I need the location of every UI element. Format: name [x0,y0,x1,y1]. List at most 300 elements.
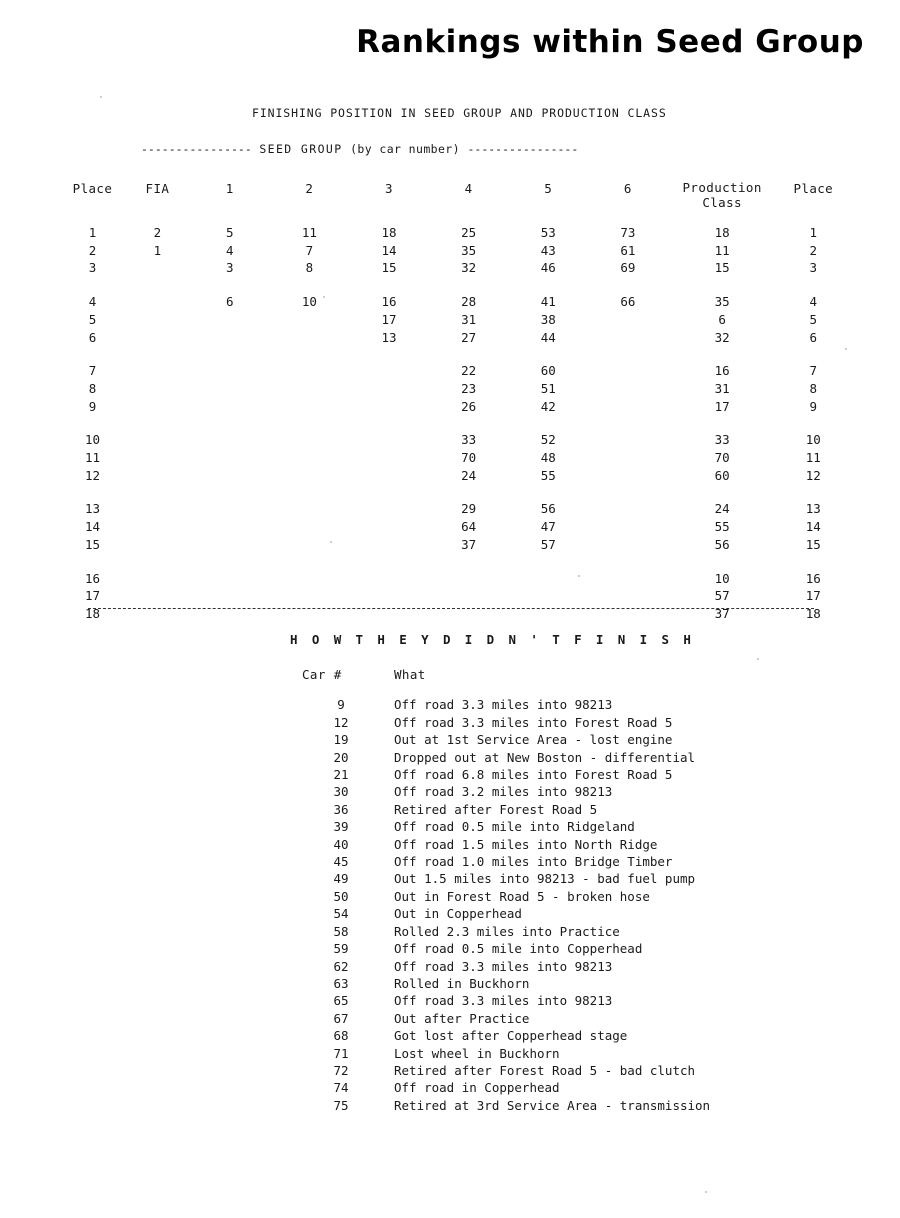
cell-place: 4 [88,294,97,310]
table-row [60,380,850,398]
table-row [60,259,850,277]
cell-group-3 [349,380,429,398]
cell-group-5 [508,587,588,605]
cell-group-6 [588,398,668,416]
results-table [60,180,850,623]
cell-group-2: 11 [301,225,317,240]
cell-fia: 1 [153,242,162,258]
cell-place: 7 [88,363,97,379]
dnf-car-number: 50 [333,888,349,904]
cell-production-class: 17 [714,398,730,414]
cell-group-4: 37 [461,536,477,552]
dnf-table [292,666,824,1114]
cell-production-class: 60 [714,467,730,483]
cell-group-4: 33 [461,432,477,448]
cell-group-6 [588,449,668,467]
dnf-row [292,1079,824,1096]
dnf-car-number: 68 [333,1028,349,1044]
dnf-car-number: 63 [333,975,349,991]
dnf-reason: Got lost after Copperhead stage [394,1028,628,1044]
cell-group-4: 35 [461,242,477,258]
cell-place-2: 14 [805,519,821,535]
dnf-car-number: 72 [333,1062,349,1078]
cell-place-2: 3 [809,260,818,276]
dnf-car-number: 40 [333,836,349,852]
cell-group-2 [270,570,350,588]
cell-production-class: 10 [714,570,730,586]
cell-group-5: 47 [540,519,556,535]
dnf-car-number: 54 [333,906,349,922]
cell-group-1 [190,431,270,449]
dnf-car-number: 20 [333,749,349,765]
banner-dashes-left: ---------------- [141,142,252,156]
cell-place: 6 [88,329,97,345]
dnf-car-number: 71 [333,1045,349,1061]
cell-group-4: 27 [461,329,477,345]
cell-group-2: 8 [305,260,314,276]
dnf-car-number: 19 [333,732,349,748]
cell-group-3 [349,467,429,485]
cell-fia [125,329,190,347]
cell-group-4: 25 [461,225,477,240]
results-table-body [60,224,850,623]
cell-place-2: 15 [805,536,821,552]
cell-group-3 [349,570,429,588]
dnf-reason: Off road 0.5 mile into Ridgeland [394,819,635,835]
dnf-row [292,714,824,731]
col-header-group-3: 3 [385,181,393,196]
cell-place: 16 [84,570,100,586]
results-header-row [60,180,850,224]
cell-group-2 [270,518,350,536]
table-row [60,587,850,605]
page-title: Rankings within Seed Group [356,24,864,60]
dnf-row [292,766,824,783]
cell-group-5: 41 [540,294,556,310]
dnf-row [292,905,824,922]
cell-place: 11 [84,450,100,466]
cell-group-5: 48 [540,450,556,466]
cell-group-2 [270,329,350,347]
cell-production-class: 35 [714,294,730,310]
row-spacer-cell [60,484,850,500]
cell-production-class: 33 [714,432,730,448]
cell-fia [125,536,190,554]
col-header-what: What [394,667,426,682]
cell-group-6 [588,467,668,485]
cell-production-class: 18 [714,225,730,240]
cell-group-3: 17 [381,311,397,327]
cell-place: 14 [84,519,100,535]
cell-group-1: 5 [225,225,234,240]
cell-group-1 [190,449,270,467]
cell-group-5: 57 [540,536,556,552]
cell-group-6: 61 [620,242,636,258]
table-row [60,311,850,329]
dnf-reason: Out in Forest Road 5 - broken hose [394,888,650,904]
cell-production-class: 31 [714,380,730,396]
col-header-production-class [668,180,777,224]
cell-place: 17 [84,588,100,604]
cell-group-1: 4 [225,242,234,258]
table-row [60,398,850,416]
cell-fia [125,518,190,536]
dnf-reason: Rolled in Buckhorn [394,975,530,991]
dnf-car-number: 21 [333,767,349,783]
cell-fia [125,467,190,485]
cell-group-6 [588,587,668,605]
cell-group-2: 10 [301,294,317,310]
cell-group-5: 42 [540,398,556,414]
cell-group-2 [270,449,350,467]
cell-fia [125,398,190,416]
cell-place-2: 8 [809,380,818,396]
cell-group-2 [270,431,350,449]
cell-group-5: 46 [540,260,556,276]
table-subtitle: FINISHING POSITION IN SEED GROUP AND PRODUCTION CLASS [252,106,667,120]
cell-group-6 [588,431,668,449]
row-spacer [60,415,850,431]
col-header-car-number: Car # [302,667,342,682]
cell-group-5 [508,570,588,588]
cell-production-class: 11 [714,242,730,258]
cell-place-2: 7 [809,363,818,379]
cell-group-6: 69 [620,260,636,276]
cell-fia [125,311,190,329]
dnf-car-number: 30 [333,784,349,800]
cell-group-6 [588,500,668,518]
scan-speck [578,575,580,577]
dnf-reason: Off road 6.8 miles into Forest Road 5 [394,767,673,783]
cell-group-6 [588,362,668,380]
table-row [60,536,850,554]
cell-group-5: 52 [540,432,556,448]
dnf-reason: Retired after Forest Road 5 [394,801,598,817]
dnf-row [292,940,824,957]
cell-production-class: 56 [714,536,730,552]
cell-group-1: 6 [225,294,234,310]
cell-fia [125,431,190,449]
cell-group-6 [588,536,668,554]
table-row [60,431,850,449]
cell-group-4: 70 [461,450,477,466]
table-row [60,224,850,242]
scan-speck [100,96,102,98]
cell-group-5: 60 [540,363,556,379]
cell-fia [125,293,190,311]
cell-group-5: 51 [540,380,556,396]
cell-group-2 [270,536,350,554]
cell-group-2: 7 [305,242,314,258]
dnf-reason: Retired after Forest Road 5 - bad clutch [394,1062,696,1078]
scan-speck [757,658,759,660]
cell-place-2: 9 [809,398,818,414]
cell-group-5: 44 [540,329,556,345]
dnf-car-number: 75 [333,1097,349,1113]
cell-place-2: 6 [809,329,818,345]
cell-group-4: 32 [461,260,477,276]
dnf-car-number: 59 [333,941,349,957]
dnf-reason: Off road in Copperhead [394,1080,560,1096]
table-row [60,518,850,536]
results-table-head [60,180,850,224]
cell-production-class: 24 [714,501,730,517]
cell-place-2: 12 [805,467,821,483]
row-spacer [60,346,850,362]
cell-place: 12 [84,467,100,483]
row-spacer-cell [60,277,850,293]
cell-group-4: 28 [461,294,477,310]
dnf-heading: H O W T H E Y D I D N ' T F I N I S H [290,632,695,647]
cell-production-class: 37 [714,605,730,621]
dnf-reason: Retired at 3rd Service Area - transmission [394,1097,711,1113]
row-spacer-cell [60,415,850,431]
cell-group-3 [349,398,429,416]
cell-place-2: 16 [805,570,821,586]
cell-group-1 [190,398,270,416]
cell-production-class: 32 [714,329,730,345]
dnf-row [292,888,824,905]
production-class-line-1: Production [682,180,762,195]
col-header-place-2: Place [793,181,834,196]
cell-fia [125,449,190,467]
dnf-car-number: 62 [333,958,349,974]
cell-group-1 [190,500,270,518]
col-header-group-6: 6 [623,181,632,196]
cell-place-2: 10 [805,432,821,448]
cell-group-3 [349,518,429,536]
cell-group-1 [190,587,270,605]
banner-sublabel: (by car number) [350,142,460,156]
cell-place: 18 [84,605,100,621]
dnf-reason: Off road 3.2 miles into 98213 [394,784,613,800]
col-header-group-5: 5 [544,181,553,196]
dnf-row [292,749,824,766]
cell-place: 2 [88,242,97,258]
cell-group-3 [349,449,429,467]
cell-group-6 [588,570,668,588]
cell-fia [125,570,190,588]
dnf-row [292,923,824,940]
cell-place-2: 17 [805,588,821,604]
cell-group-1 [190,570,270,588]
row-spacer [60,277,850,293]
row-spacer [60,554,850,570]
dnf-car-number: 65 [333,993,349,1009]
cell-group-3: 16 [381,294,397,310]
banner-dashes-right: ---------------- [467,142,579,156]
cell-group-4: 24 [461,467,477,483]
cell-group-2 [270,587,350,605]
dnf-car-number: 74 [333,1080,349,1096]
scan-speck [323,296,325,298]
dnf-car-number: 67 [333,1010,349,1026]
cell-place: 8 [88,380,97,396]
cell-group-1 [190,380,270,398]
cell-group-4 [429,570,509,588]
cell-group-6 [588,329,668,347]
dnf-reason: Off road 1.5 miles into North Ridge [394,836,658,852]
dnf-row [292,975,824,992]
dnf-reason: Off road 0.5 mile into Copperhead [394,941,643,957]
cell-group-5: 53 [540,225,556,240]
banner-label: SEED GROUP [259,142,343,156]
cell-place-2: 11 [805,450,821,466]
dnf-row [292,1010,824,1027]
cell-group-5: 38 [540,311,556,327]
dnf-car-number: 58 [333,923,349,939]
dnf-reason: Off road 3.3 miles into 98213 [394,993,613,1009]
dnf-row [292,992,824,1009]
row-spacer-cell [60,554,850,570]
dnf-reason: Off road 3.3 miles into Forest Road 5 [394,714,673,730]
table-row [60,467,850,485]
cell-group-1: 3 [225,260,234,276]
cell-production-class: 57 [714,588,730,604]
dnf-car-number: 36 [333,801,349,817]
dnf-car-number: 9 [337,697,345,713]
cell-group-6 [588,380,668,398]
cell-group-3 [349,362,429,380]
dnf-row [292,783,824,800]
dnf-reason: Out in Copperhead [394,906,522,922]
cell-group-2 [270,380,350,398]
cell-place: 9 [88,398,97,414]
cell-place: 10 [84,432,100,448]
dnf-table-head [292,666,824,696]
dnf-row [292,1062,824,1079]
cell-place: 3 [88,260,97,276]
dnf-row [292,853,824,870]
dnf-row [292,836,824,853]
cell-fia [125,362,190,380]
dnf-reason: Lost wheel in Buckhorn [394,1045,560,1061]
cell-place-2: 5 [809,311,818,327]
cell-group-4: 31 [461,311,477,327]
dnf-row [292,731,824,748]
cell-group-3: 18 [381,225,397,240]
cell-group-3 [349,536,429,554]
cell-group-2 [270,467,350,485]
col-header-group-1: 1 [225,181,234,196]
cell-group-6 [588,311,668,329]
cell-fia [125,587,190,605]
dnf-row [292,958,824,975]
cell-group-4: 26 [461,398,477,414]
cell-fia [125,259,190,277]
cell-group-3: 15 [381,260,397,276]
production-class-line-2: Class [702,195,742,210]
dnf-header-row [292,666,824,696]
cell-fia [125,500,190,518]
dnf-row [292,1027,824,1044]
row-spacer [60,484,850,500]
cell-group-1 [190,362,270,380]
cell-fia [125,380,190,398]
cell-place-2: 1 [809,225,818,240]
dnf-row [292,818,824,835]
dnf-car-number: 49 [333,871,349,887]
cell-place-2: 13 [805,501,821,517]
cell-group-1 [190,329,270,347]
scan-speck [845,348,847,350]
cell-place: 15 [84,536,100,552]
dnf-table-body [292,696,824,1114]
dnf-row [292,1097,824,1114]
cell-group-4 [429,587,509,605]
cell-group-4: 23 [461,380,477,396]
section-divider [88,608,814,609]
dnf-row [292,801,824,818]
dnf-reason: Off road 3.3 miles into 98213 [394,697,613,713]
dnf-reason: Out 1.5 miles into 98213 - bad fuel pump [394,871,696,887]
dnf-reason: Out after Practice [394,1010,530,1026]
cell-group-6: 66 [620,294,636,310]
table-row [60,362,850,380]
dnf-reason: Off road 1.0 miles into Bridge Timber [394,854,673,870]
dnf-row [292,870,824,887]
dnf-row [292,1045,824,1062]
cell-group-3: 13 [381,329,397,345]
dnf-reason: Out at 1st Service Area - lost engine [394,732,673,748]
dnf-car-number: 12 [333,714,349,730]
cell-place: 1 [88,225,97,240]
table-row [60,500,850,518]
cell-group-2 [270,398,350,416]
dnf-reason: Off road 3.3 miles into 98213 [394,958,613,974]
cell-group-4: 22 [461,363,477,379]
dnf-reason: Dropped out at New Boston - differential [394,749,696,765]
seed-group-banner [141,142,578,156]
cell-group-4: 64 [461,519,477,535]
scan-speck [330,541,332,543]
cell-production-class: 70 [714,450,730,466]
cell-group-3 [349,431,429,449]
table-row [60,329,850,347]
cell-place: 13 [84,501,100,517]
dnf-car-number: 39 [333,819,349,835]
cell-production-class: 6 [718,311,726,327]
cell-group-1 [190,518,270,536]
cell-place-2: 4 [809,294,818,310]
cell-production-class: 15 [714,260,730,276]
cell-group-3: 14 [381,242,397,258]
cell-group-2 [270,311,350,329]
table-row [60,293,850,311]
cell-production-class: 16 [714,363,730,379]
col-header-group-2: 2 [305,181,314,196]
table-row [60,449,850,467]
cell-group-2 [270,362,350,380]
table-row [60,242,850,260]
table-row [60,570,850,588]
cell-place: 5 [88,311,97,327]
cell-fia: 2 [153,225,162,240]
cell-group-1 [190,311,270,329]
scan-speck [705,1191,707,1193]
col-header-place: Place [72,181,113,196]
cell-group-1 [190,467,270,485]
cell-production-class: 55 [714,519,730,535]
cell-group-3 [349,587,429,605]
cell-place-2: 2 [809,242,818,258]
col-header-fia: FIA [145,181,170,196]
cell-group-3 [349,500,429,518]
cell-group-4: 29 [461,501,477,517]
col-header-group-4: 4 [464,181,473,196]
cell-group-6: 73 [620,225,636,240]
dnf-reason: Rolled 2.3 miles into Practice [394,923,620,939]
